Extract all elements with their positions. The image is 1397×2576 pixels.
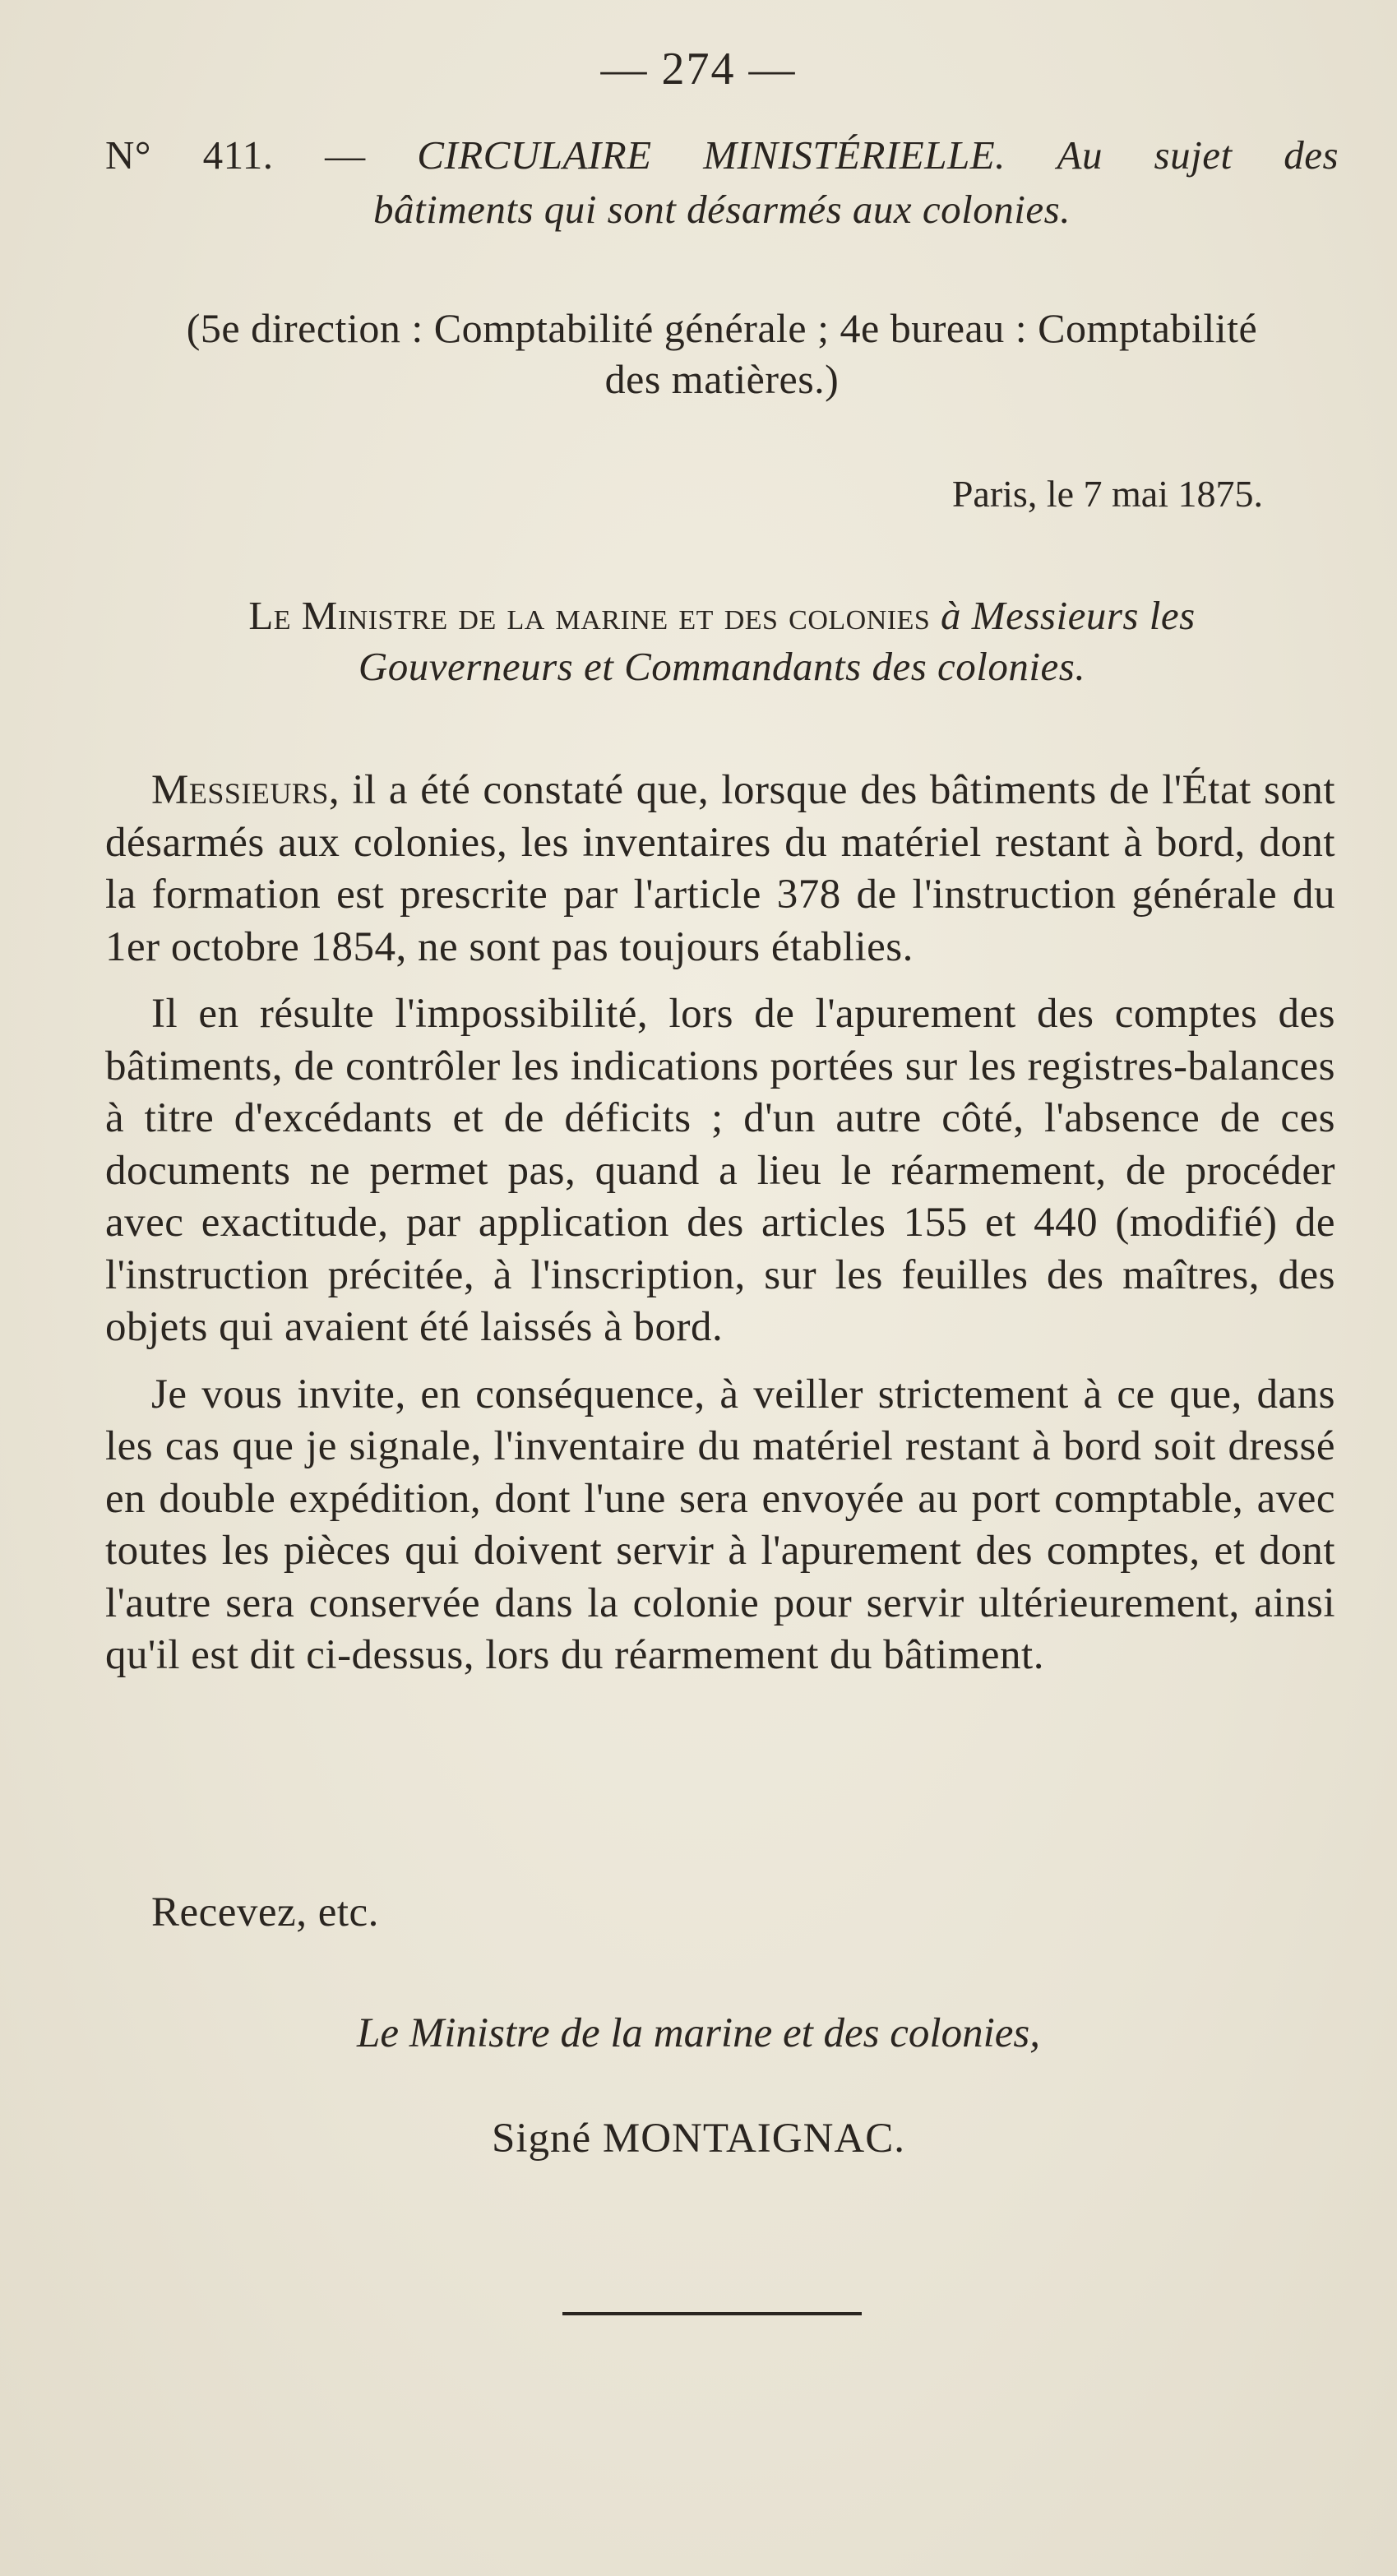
addressee-connector: à: [941, 593, 962, 638]
paragraph-3: Je vous invite, en conséquence, à veiller strictement à ce que, dans les cas que je signale, l'inventaire du matériel restant à bord soit dressé en double expédition, dont l'une sera envoyée au port comptable, avec toutes les pièces qui doivent servir à l'apurement des comptes, et dont l'autre sera conservée dans la colonie pour servir ultérieurement, ainsi qu'il est dit ci-dessus, lors du réarmement du bâtiment.: [105, 1371, 1335, 1678]
recipients-start: Messieurs les: [971, 593, 1196, 638]
place-and-date: Paris, le 7 mai 1875.: [951, 473, 1263, 515]
paragraph-1-text: il a été constaté que, lorsque des bâtiments de l'État sont désarmés aux colonies, les inventaires du matériel restant à bord, dont la formation est prescrite par l'article 378 de l'instruction générale du 1er octobre 1854, ne sont pas toujours établies.: [105, 767, 1335, 970]
signatory-name: Signé MONTAIGNAC.: [491, 2116, 906, 2162]
circular-subject-end: bâtiments qui sont désarmés aux colonies.: [373, 187, 1071, 232]
signatory-title: Le Ministre de la marine et des colonies,: [357, 2010, 1040, 2056]
letter-body: [105, 765, 1335, 1697]
paragraph-2: Il en résulte l'impossibilité, lors de l'apurement des comptes des bâtiments, de contrôler les indications portées sur les registres-balances à titre d'excédants et de déficits ; d'un autre côté, l'absence de ces documents ne permet pas, quand a lieu le réarmement, de procéder avec exactitude, par application des articles 155 et 440 (modifié) de l'instruction précitée, à l'inscription, sur les feuilles des maîtres, des objets qui avaient été laissés à bord.: [105, 991, 1335, 1350]
circular-subject-start: Au sujet des: [1057, 132, 1339, 178]
heading-dash: —: [325, 132, 366, 178]
direction-line-2: des matières.): [604, 356, 840, 402]
paragraph-1: [105, 765, 1335, 974]
sender: Le Ministre de la marine et des colonies: [248, 593, 931, 638]
addressee: [105, 590, 1339, 692]
direction-line-1: (5e direction : Comptabilité générale ; 4e bureau : Comptabilité: [186, 305, 1258, 351]
circular-number: N° 411.: [105, 132, 274, 178]
recipients-end: Gouverneurs et Commandants des colonies.: [358, 644, 1086, 689]
direction-note: [105, 303, 1339, 405]
circular-heading: [105, 130, 1339, 181]
closing-rule: [562, 2312, 862, 2315]
closing-formula: Recevez, etc.: [151, 1889, 379, 1935]
salutation: Messieurs,: [151, 767, 340, 813]
circular-title: CIRCULAIRE MINISTÉRIELLE.: [417, 132, 1006, 178]
page-number: — 274 —: [600, 44, 797, 95]
